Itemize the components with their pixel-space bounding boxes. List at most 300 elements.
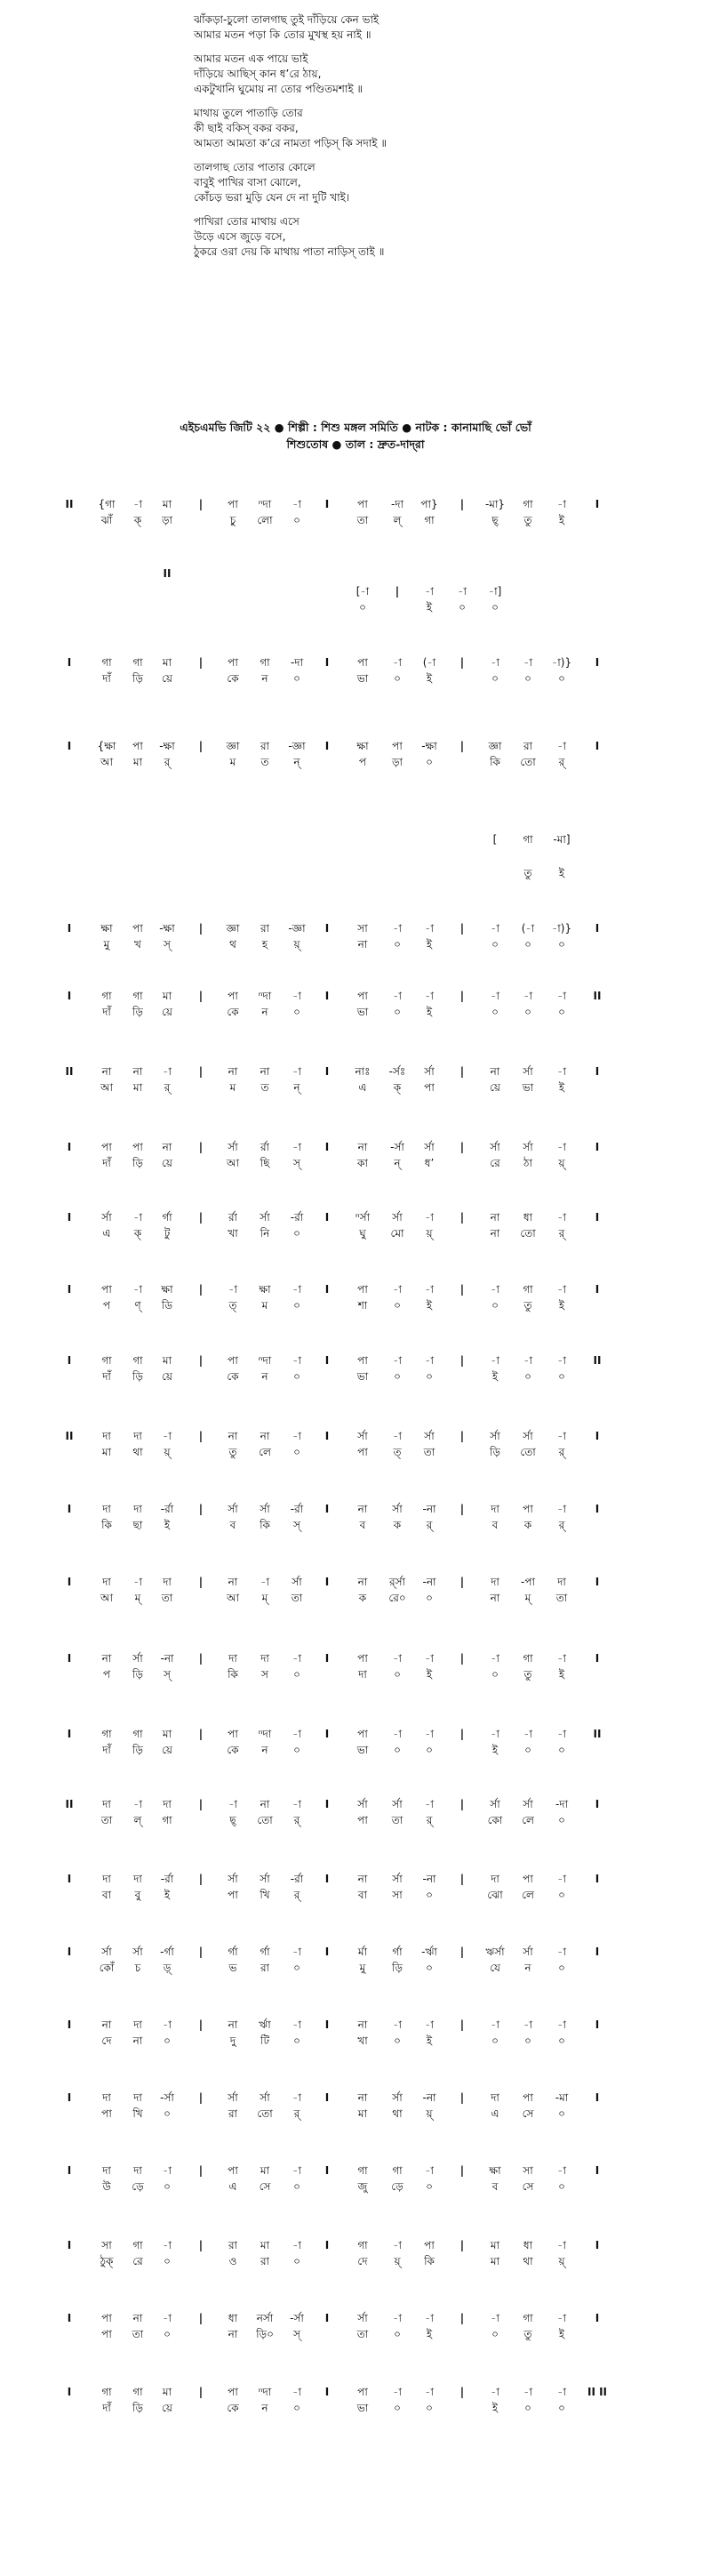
lyric-syllable: ড়ি	[489, 1446, 501, 1458]
swara-note: র্সা	[228, 1141, 238, 1153]
lyric-syllable: ও	[228, 2255, 237, 2267]
swara-note: ধা	[523, 1211, 533, 1224]
swara-note: -া	[557, 2239, 566, 2251]
lyric-syllable: ০	[293, 514, 300, 526]
swara-note: পা	[228, 2164, 238, 2177]
swara-note: পা	[228, 1728, 238, 1740]
lyric-syllable: ০	[491, 1299, 499, 1312]
swara-note: সা	[357, 922, 368, 935]
lyric-syllable: তা	[132, 2328, 144, 2340]
lyric-syllable: কি	[424, 2255, 435, 2267]
swara-note: গা	[132, 1354, 143, 1367]
swara-note: -া	[163, 2164, 172, 2177]
bar-line: |	[198, 2312, 204, 2324]
lyric-syllable: ই	[558, 514, 565, 526]
lyric-syllable: ০	[491, 1006, 499, 1018]
swara-note: গা	[132, 656, 143, 669]
lyric-syllable: ম্	[134, 1592, 141, 1604]
lyric-syllable: ধ’	[424, 1157, 435, 1169]
lyric-syllable: এ	[358, 1081, 367, 1094]
swara-note: মা	[162, 1728, 172, 1740]
lyric-syllable: ০	[558, 2107, 565, 2120]
lyric-syllable: না	[357, 938, 368, 951]
lyric-syllable: খা	[228, 1227, 238, 1240]
swara-note: র্গা	[260, 1946, 270, 1958]
lyric-syllable: কে	[227, 672, 239, 685]
lyric-syllable: হ	[261, 938, 268, 951]
lyric-syllable: ০	[359, 601, 366, 614]
lyric-syllable: দাঁ	[102, 672, 111, 685]
lyric-syllable: গা	[424, 514, 435, 526]
lyric-syllable: ত	[260, 1081, 269, 1094]
lyric-syllable: দু	[229, 2034, 236, 2047]
swara-note: গা	[523, 833, 533, 846]
lyric-syllable: ক্	[133, 514, 142, 526]
swara-note: ⁿদা	[258, 1354, 272, 1367]
lyric-syllable: ভা	[356, 2402, 369, 2414]
swara-note: না	[162, 1141, 172, 1153]
lyric-syllable: টু	[164, 1227, 171, 1240]
swara-note: -মা	[555, 2091, 569, 2104]
bar-line: I	[324, 1873, 330, 1885]
swara-note: মা	[260, 2239, 270, 2251]
bar-line: |	[198, 1354, 204, 1367]
bar-line: |	[459, 1728, 465, 1740]
swara-note: না	[101, 1065, 112, 1078]
swara-note: নাঃ	[355, 1065, 371, 1078]
swara-note: পা	[357, 656, 368, 669]
lyric-syllable: ০	[293, 2180, 300, 2193]
bar-line: |	[459, 1430, 465, 1442]
swara-note: -া	[260, 1576, 269, 1588]
swara-note: -া	[425, 2164, 434, 2177]
swara-note: দা	[260, 1652, 269, 1665]
lyric-syllable: ০	[459, 601, 466, 614]
swara-note: -া	[557, 1503, 566, 1515]
swara-note: দা	[133, 1503, 142, 1515]
lyric-syllable: যে	[490, 1962, 500, 1974]
bar-line: |	[459, 1283, 465, 1296]
lyric-syllable: আ	[227, 1157, 239, 1169]
lyric-syllable: ০	[524, 1744, 531, 1756]
lyric-syllable: ন	[261, 1006, 268, 1018]
swara-note: -র্গা	[160, 1946, 174, 1958]
swara-note: মা	[162, 990, 172, 1002]
swara-note: -া	[163, 2312, 172, 2324]
swara-note: র্সা	[357, 2312, 368, 2324]
swara-note: পা	[392, 740, 403, 752]
lyric-syllable: ০	[293, 1370, 300, 1383]
bar-line: I	[324, 1141, 330, 1153]
swara-note: -া	[557, 2386, 566, 2398]
lyric-syllable: র্	[293, 1889, 300, 1901]
swara-note: দা	[491, 1503, 499, 1515]
swara-note: -া	[491, 1652, 499, 1665]
lyrics-line: আমার মতন পড়া কি তোর মুখস্থ হয় নাই ॥	[194, 28, 371, 41]
swara-note: গা	[523, 498, 533, 510]
swara-note: ক্ষা	[259, 1283, 271, 1296]
swara-note: -া	[491, 990, 499, 1002]
swara-note: র্সা	[490, 1798, 500, 1810]
lyric-syllable: প	[102, 1668, 111, 1681]
swara-note: দা	[228, 1652, 237, 1665]
lyric-syllable: ০	[524, 672, 531, 685]
bar-line: I	[67, 2239, 72, 2251]
lyric-syllable: সা	[392, 1889, 403, 1901]
swara-note: না	[490, 1211, 500, 1224]
swara-note: -া	[425, 1354, 434, 1367]
lyric-syllable: লো	[257, 514, 273, 526]
swara-note: দা	[133, 2164, 142, 2177]
lyric-syllable: ন	[524, 1962, 531, 1974]
swara-note: র্সা	[101, 1211, 112, 1224]
swara-note: [	[492, 833, 498, 846]
lyric-syllable: পা	[424, 1081, 435, 1094]
lyric-syllable: ০	[394, 1299, 401, 1312]
lyric-syllable: স্	[293, 2328, 300, 2340]
bar-line: I	[324, 1354, 330, 1367]
swara-note: -া	[393, 1430, 402, 1442]
lyric-syllable: ন্	[293, 1081, 300, 1094]
swara-note: -া	[425, 1728, 434, 1740]
bar-line: |	[459, 1873, 465, 1885]
lyric-syllable: না	[490, 1592, 500, 1604]
lyric-syllable: য়্	[164, 1446, 171, 1458]
swara-note: না	[357, 1576, 368, 1588]
swara-note: র্সা	[392, 1873, 403, 1885]
swara-note: পা	[523, 1503, 533, 1515]
lyric-syllable: ০	[394, 1370, 401, 1383]
swara-note: -া	[292, 1283, 301, 1296]
lyric-syllable: আ	[227, 1592, 239, 1604]
swara-note: -দা	[390, 498, 404, 510]
swara-note: গা	[132, 1728, 143, 1740]
lyric-syllable: ০	[558, 1962, 565, 1974]
lyric-syllable: পা	[228, 1889, 238, 1901]
swara-note: -া	[292, 2164, 301, 2177]
lyric-syllable: ০	[293, 1962, 300, 1974]
lyric-syllable: কি	[490, 756, 500, 768]
lyric-syllable: ই	[558, 1081, 565, 1094]
swara-note: দা	[102, 1503, 111, 1515]
swara-note: র্গা	[228, 1946, 238, 1958]
lyric-syllable: ০	[293, 2402, 300, 2414]
swara-note: -া	[557, 1283, 566, 1296]
lyric-syllable: ০	[394, 938, 401, 951]
bar-line: |	[198, 1728, 204, 1740]
lyric-syllable: ০	[558, 672, 565, 685]
swara-note: -া	[393, 1354, 402, 1367]
swara-note: -া	[523, 1354, 532, 1367]
swara-note: -া	[491, 1283, 499, 1296]
swara-note: দা	[491, 1576, 499, 1588]
lyric-syllable: খ	[134, 938, 141, 951]
bar-line: I	[324, 2018, 330, 2031]
bar-line: I	[595, 1141, 600, 1153]
lyric-syllable: ড়ি	[132, 1668, 144, 1681]
swara-note: -া	[292, 1728, 301, 1740]
bar-line: |	[198, 1576, 204, 1588]
lyric-syllable: ০	[558, 1889, 565, 1901]
swara-note: পা	[357, 2386, 368, 2398]
lyric-syllable: স্	[164, 938, 171, 951]
bar-line: I	[324, 990, 330, 1002]
swara-note: -া	[393, 2239, 402, 2251]
swara-note: র্সা	[392, 2091, 403, 2104]
lyric-syllable: মা	[132, 1081, 143, 1094]
swara-note: দা	[102, 2091, 111, 2104]
swara-note: রা	[260, 740, 270, 752]
swara-note: না	[357, 2018, 368, 2031]
swara-note: রা	[260, 922, 270, 935]
swara-note: জ্ঞা	[226, 740, 240, 752]
swara-note: -া	[393, 2386, 402, 2398]
swara-note: রা	[523, 740, 533, 752]
bar-line: |	[198, 2239, 204, 2251]
bar-line: |	[459, 740, 465, 752]
swara-note: -া	[557, 990, 566, 1002]
lyric-syllable: ম	[229, 1081, 236, 1094]
bar-line: |	[459, 1354, 465, 1367]
swara-note: দা	[163, 1576, 172, 1588]
lyric-syllable: মা	[357, 2107, 368, 2120]
bar-line: |	[459, 656, 465, 669]
lyric-syllable: ০	[558, 1744, 565, 1756]
swara-note: মা	[162, 656, 172, 669]
lyric-syllable: ০	[293, 1744, 300, 1756]
swara-note: নর্সা	[256, 2312, 274, 2324]
swara-note: -া	[292, 2386, 301, 2398]
swara-note: -া	[458, 585, 467, 598]
lyric-syllable: তো	[520, 1446, 536, 1458]
lyrics-line: ঝাঁকড়া-চুলো তালগাছ তুই দাঁড়িয়ে কেন ভাই	[194, 13, 379, 26]
swara-note: জ্ঞা	[488, 740, 502, 752]
lyric-syllable: রে	[132, 2255, 143, 2267]
swara-note: -া	[292, 1354, 301, 1367]
bar-line: |	[198, 2164, 204, 2177]
swara-note: র্রা	[228, 1211, 238, 1224]
lyric-syllable: ই	[426, 601, 433, 614]
swara-note: না	[228, 1430, 238, 1442]
lyric-syllable: ঝাঁ	[100, 514, 113, 526]
bar-line: I	[324, 2164, 330, 2177]
bar-line: |	[459, 498, 465, 510]
swara-note: -া	[557, 1065, 566, 1078]
bar-line: I	[595, 2091, 600, 2104]
lyric-syllable: তা	[291, 1592, 303, 1604]
swara-note: পা	[228, 990, 238, 1002]
lyric-syllable: ব	[229, 1519, 236, 1531]
lyric-syllable: দে	[101, 2034, 112, 2047]
lyric-syllable: য়ে	[162, 1370, 172, 1383]
lyrics-line: উড়ে এসে জুড়ে বসে,	[194, 230, 286, 243]
lyric-syllable: কা	[357, 1157, 368, 1169]
lyric-syllable: থা	[132, 1446, 143, 1458]
swara-note: র্সা	[523, 1065, 533, 1078]
swara-note: পা	[523, 2091, 533, 2104]
lyric-syllable: ই	[558, 1299, 565, 1312]
swara-note: দা	[133, 2018, 142, 2031]
lyric-syllable: ই	[426, 672, 433, 685]
swara-note: র্সা	[490, 1141, 500, 1153]
bar-line: I	[67, 1576, 72, 1588]
lyric-syllable: ক	[358, 1592, 367, 1604]
swara-note: -া	[491, 922, 499, 935]
bar-line: |	[198, 2018, 204, 2031]
bar-line: I	[324, 922, 330, 935]
lyric-syllable: ড়ি	[132, 1370, 144, 1383]
lyric-syllable: ত	[260, 756, 269, 768]
swara-note: -া	[393, 990, 402, 1002]
lyric-syllable: ০	[164, 2180, 171, 2193]
swara-note: পা	[132, 1141, 143, 1153]
swara-note: র্গা	[392, 1946, 403, 1958]
swara-note: -া	[425, 922, 434, 935]
lyric-syllable: ড়ি	[132, 672, 144, 685]
swara-note: -না	[422, 1873, 436, 1885]
swara-note: র্সা	[260, 1503, 270, 1515]
bar-line: |	[198, 1652, 204, 1665]
swara-note: গা	[523, 2312, 533, 2324]
swara-note: -র্রা	[160, 1503, 174, 1515]
lyric-syllable: য়ে	[162, 1744, 172, 1756]
swara-note: -র্রা	[160, 1873, 174, 1885]
bar-line: I	[67, 2091, 72, 2104]
bar-line: |	[395, 585, 400, 598]
lyric-syllable: সে	[522, 2180, 534, 2193]
swara-note: গা	[357, 2239, 368, 2251]
lyric-syllable: কে	[227, 1006, 239, 1018]
swara-note: ক্ষা	[356, 740, 369, 752]
swara-note: র্সা	[392, 1211, 403, 1224]
lyric-syllable: তো	[520, 1227, 536, 1240]
lyric-syllable: দাঁ	[102, 1006, 111, 1018]
swara-note: -জ্ঞা	[288, 922, 306, 935]
swara-note: দা	[133, 1430, 142, 1442]
lyric-syllable: ত্	[228, 1299, 237, 1312]
swara-note: -া	[292, 1946, 301, 1958]
lyric-syllable: ই	[491, 2402, 499, 2414]
lyric-syllable: মা	[132, 756, 143, 768]
swara-note: -া	[425, 2018, 434, 2031]
lyric-syllable: উ	[102, 2180, 111, 2193]
lyric-syllable: ল্	[133, 1814, 142, 1826]
swara-note: -ক্ষা	[421, 740, 437, 752]
lyric-syllable: য়্	[426, 1227, 433, 1240]
swara-note: ⁿদা	[258, 2386, 272, 2398]
lyric-syllable: ক	[523, 1519, 532, 1531]
swara-note: -মা]	[553, 833, 571, 846]
bar-line: I	[595, 1798, 600, 1810]
swara-note: -া	[557, 1211, 566, 1224]
bar-line: |	[459, 2386, 465, 2398]
swara-note: -া	[292, 990, 301, 1002]
lyric-syllable: ০	[164, 2034, 171, 2047]
bar-line: I	[324, 656, 330, 669]
lyric-syllable: রা	[228, 2107, 238, 2120]
swara-note: দা	[557, 1576, 566, 1588]
lyric-syllable: ই	[558, 1668, 565, 1681]
lyric-syllable: পা	[101, 2107, 112, 2120]
lyric-syllable: ০	[426, 1962, 433, 1974]
lyrics-line: কী ছাই বকিস্ বকর বকর,	[194, 122, 299, 134]
swara-note: র্সা	[424, 1065, 435, 1078]
bar-line: I	[324, 1430, 330, 1442]
swara-note: -ক্ষা	[159, 740, 175, 752]
bar-line: I	[324, 1065, 330, 1078]
bar-line: |	[459, 2312, 465, 2324]
lyric-syllable: মা	[490, 2255, 500, 2267]
swara-note: দা	[491, 2091, 499, 2104]
swara-note: -া	[557, 1652, 566, 1665]
lyric-syllable: ঘু	[359, 1227, 366, 1240]
swara-note: -া	[523, 990, 532, 1002]
swara-note: -া	[425, 2312, 434, 2324]
bar-line: I	[67, 1503, 72, 1515]
bar-line: I	[324, 1728, 330, 1740]
lyric-syllable: তু	[523, 867, 532, 879]
lyric-syllable: টি	[260, 2034, 269, 2047]
lyric-syllable: ভা	[356, 1006, 369, 1018]
lyric-syllable: ০	[558, 1814, 565, 1826]
swara-note: পা}	[420, 498, 438, 510]
lyric-syllable: ০	[293, 2255, 300, 2267]
swara-note: -দা	[290, 656, 304, 669]
swara-note: ⁿদা	[258, 1728, 272, 1740]
swara-note: -া	[557, 2312, 566, 2324]
lyric-syllable: র্	[164, 1081, 171, 1094]
swara-note: -া	[491, 2386, 499, 2398]
swara-note: -র্সা	[290, 2312, 304, 2324]
swara-note: না	[357, 1873, 368, 1885]
bar-line: I	[595, 922, 600, 935]
swara-note: র্সা	[292, 1576, 302, 1588]
lyric-syllable: ড়্	[163, 1962, 172, 1974]
lyric-syllable: থা	[523, 2255, 533, 2267]
lyric-syllable: পা	[101, 2328, 112, 2340]
swara-note: -া	[491, 2018, 499, 2031]
swara-note: -র্রা	[290, 1873, 304, 1885]
bar-line: |	[459, 1211, 465, 1224]
lyric-syllable: আ	[100, 1081, 113, 1094]
lyric-syllable: কোঁ	[99, 1962, 115, 1974]
swara-note: -া	[425, 1211, 434, 1224]
lyric-syllable: ড়ি০	[256, 2328, 274, 2340]
lyric-syllable: থা	[392, 2107, 403, 2120]
swara-note: গা	[523, 1652, 533, 1665]
lyrics-line: কোঁচড় ভরা মুড়ি যেন দে না দুটি খাই।	[194, 191, 350, 204]
bar-line: II	[65, 1430, 74, 1442]
swara-note: গা	[101, 990, 112, 1002]
swara-note: র্সা	[392, 1503, 403, 1515]
lyric-syllable: দে	[357, 2255, 368, 2267]
lyric-syllable: ০	[293, 1299, 300, 1312]
swara-note: জ্ঞা	[226, 922, 240, 935]
lyric-syllable: ত্	[393, 1446, 402, 1458]
bar-line: I	[67, 1946, 72, 1958]
swara-note: না	[357, 1503, 368, 1515]
lyric-syllable: রে	[490, 1157, 500, 1169]
bar-line: II	[65, 1798, 74, 1810]
lyric-syllable: ০	[293, 1446, 300, 1458]
lyric-syllable: বা	[101, 1889, 112, 1901]
lyric-syllable: ০	[164, 2255, 171, 2267]
lyric-syllable: য়্	[394, 2255, 401, 2267]
swara-note: -া	[292, 2018, 301, 2031]
swara-note: ধা	[228, 2312, 238, 2324]
lyric-syllable: দাঁ	[102, 1370, 111, 1383]
lyric-syllable: ব	[491, 1519, 499, 1531]
